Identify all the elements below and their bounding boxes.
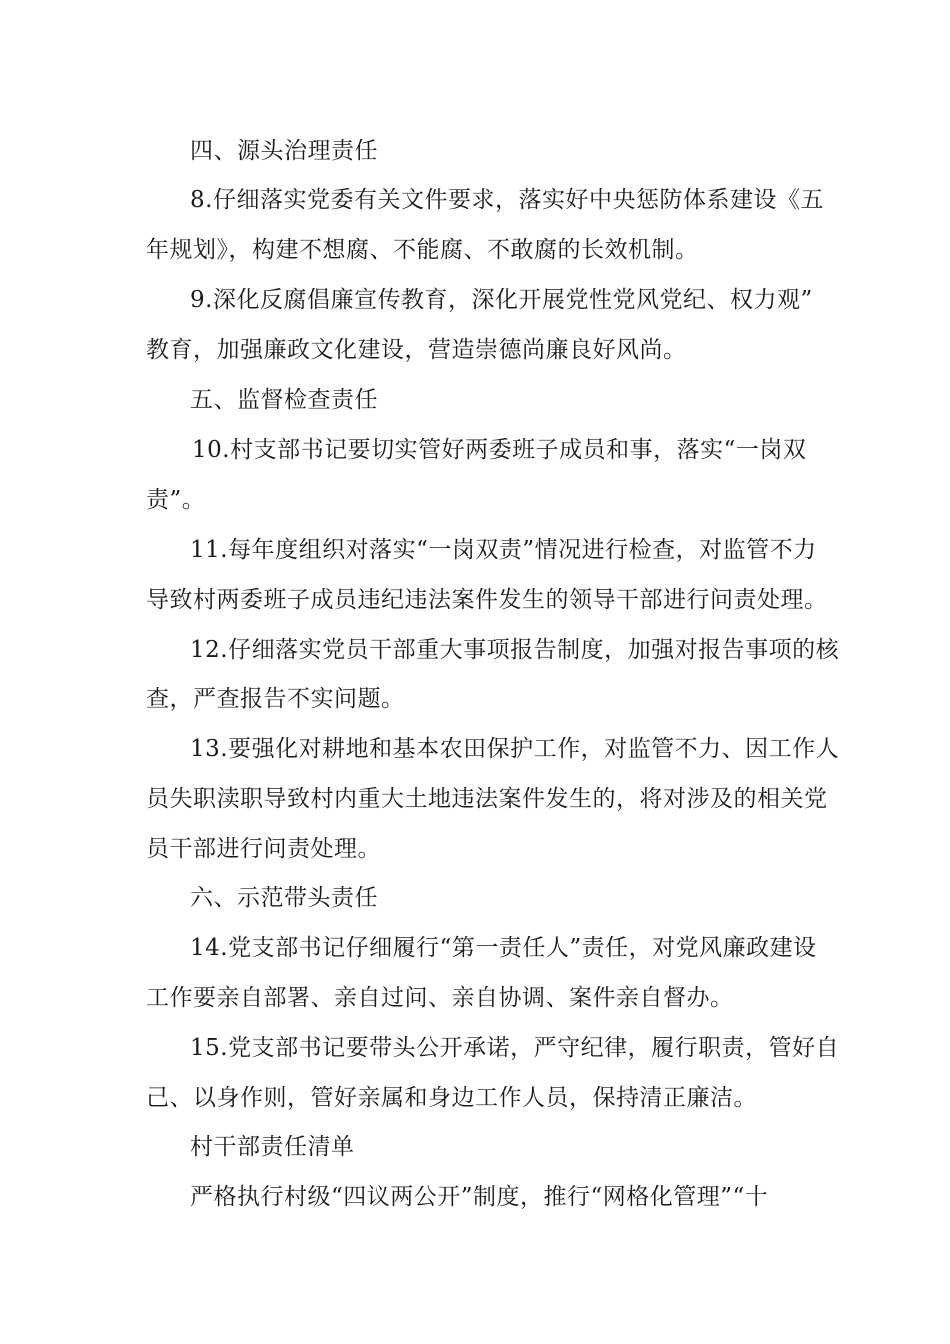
- paragraph-line: 12.仔细落实党员干部重大事项报告制度，加强对报告事项的核: [190, 637, 840, 663]
- paragraph-line: 8.仔细落实党委有关文件要求，落实好中央惩防体系建设《五: [190, 187, 824, 213]
- paragraph-line: 员失职渎职导致村内重大土地违法案件发生的，将对涉及的相关党: [146, 786, 828, 812]
- paragraph-line: 11.每年度组织对落实“一岗双责”情况进行检查，对监管不力: [190, 537, 817, 563]
- paragraph-line: 年规划》，构建不想腐、不能腐、不敢腐的长效机制。: [146, 237, 699, 263]
- paragraph-line: 13.要强化对耕地和基本农田保护工作，对监管不力、因工作人: [190, 736, 840, 762]
- paragraph-line: 导致村两委班子成员违纪违法案件发生的领导干部进行问责处理。: [146, 587, 828, 613]
- section-heading: 村干部责任清单: [190, 1134, 355, 1160]
- paragraph-line: 责”。: [146, 487, 206, 513]
- section-heading: 六、示范带头责任: [190, 885, 378, 911]
- paragraph-line: 己、以身作则，管好亲属和身边工作人员，保持清正廉洁。: [146, 1085, 757, 1111]
- paragraph-line: 员干部进行问责处理。: [146, 836, 381, 862]
- paragraph-line: 14.党支部书记仔细履行“第一责任人”责任，对党风廉政建设: [190, 935, 817, 961]
- section-heading: 四、源头治理责任: [190, 138, 378, 164]
- paragraph-line: 教育，加强廉政文化建设，营造崇德尚廉良好风尚。: [146, 337, 687, 363]
- section-heading: 五、监督检查责任: [190, 387, 378, 413]
- paragraph-line: 10.村支部书记要切实管好两委班子成员和事，落实“一岗双: [192, 437, 807, 463]
- paragraph-line: 15.党支部书记要带头公开承诺，严守纪律，履行职责，管好自: [190, 1035, 840, 1061]
- paragraph-line: 严格执行村级“四议两公开”制度，推行“网格化管理”“十: [190, 1184, 769, 1210]
- paragraph-line: 9.深化反腐倡廉宣传教育，深化开展党性党风党纪、权力观”: [190, 287, 813, 313]
- paragraph-line: 工作要亲自部署、亲自过问、亲自协调、案件亲自督办。: [146, 985, 734, 1011]
- paragraph-line: 查，严查报告不实问题。: [146, 686, 405, 712]
